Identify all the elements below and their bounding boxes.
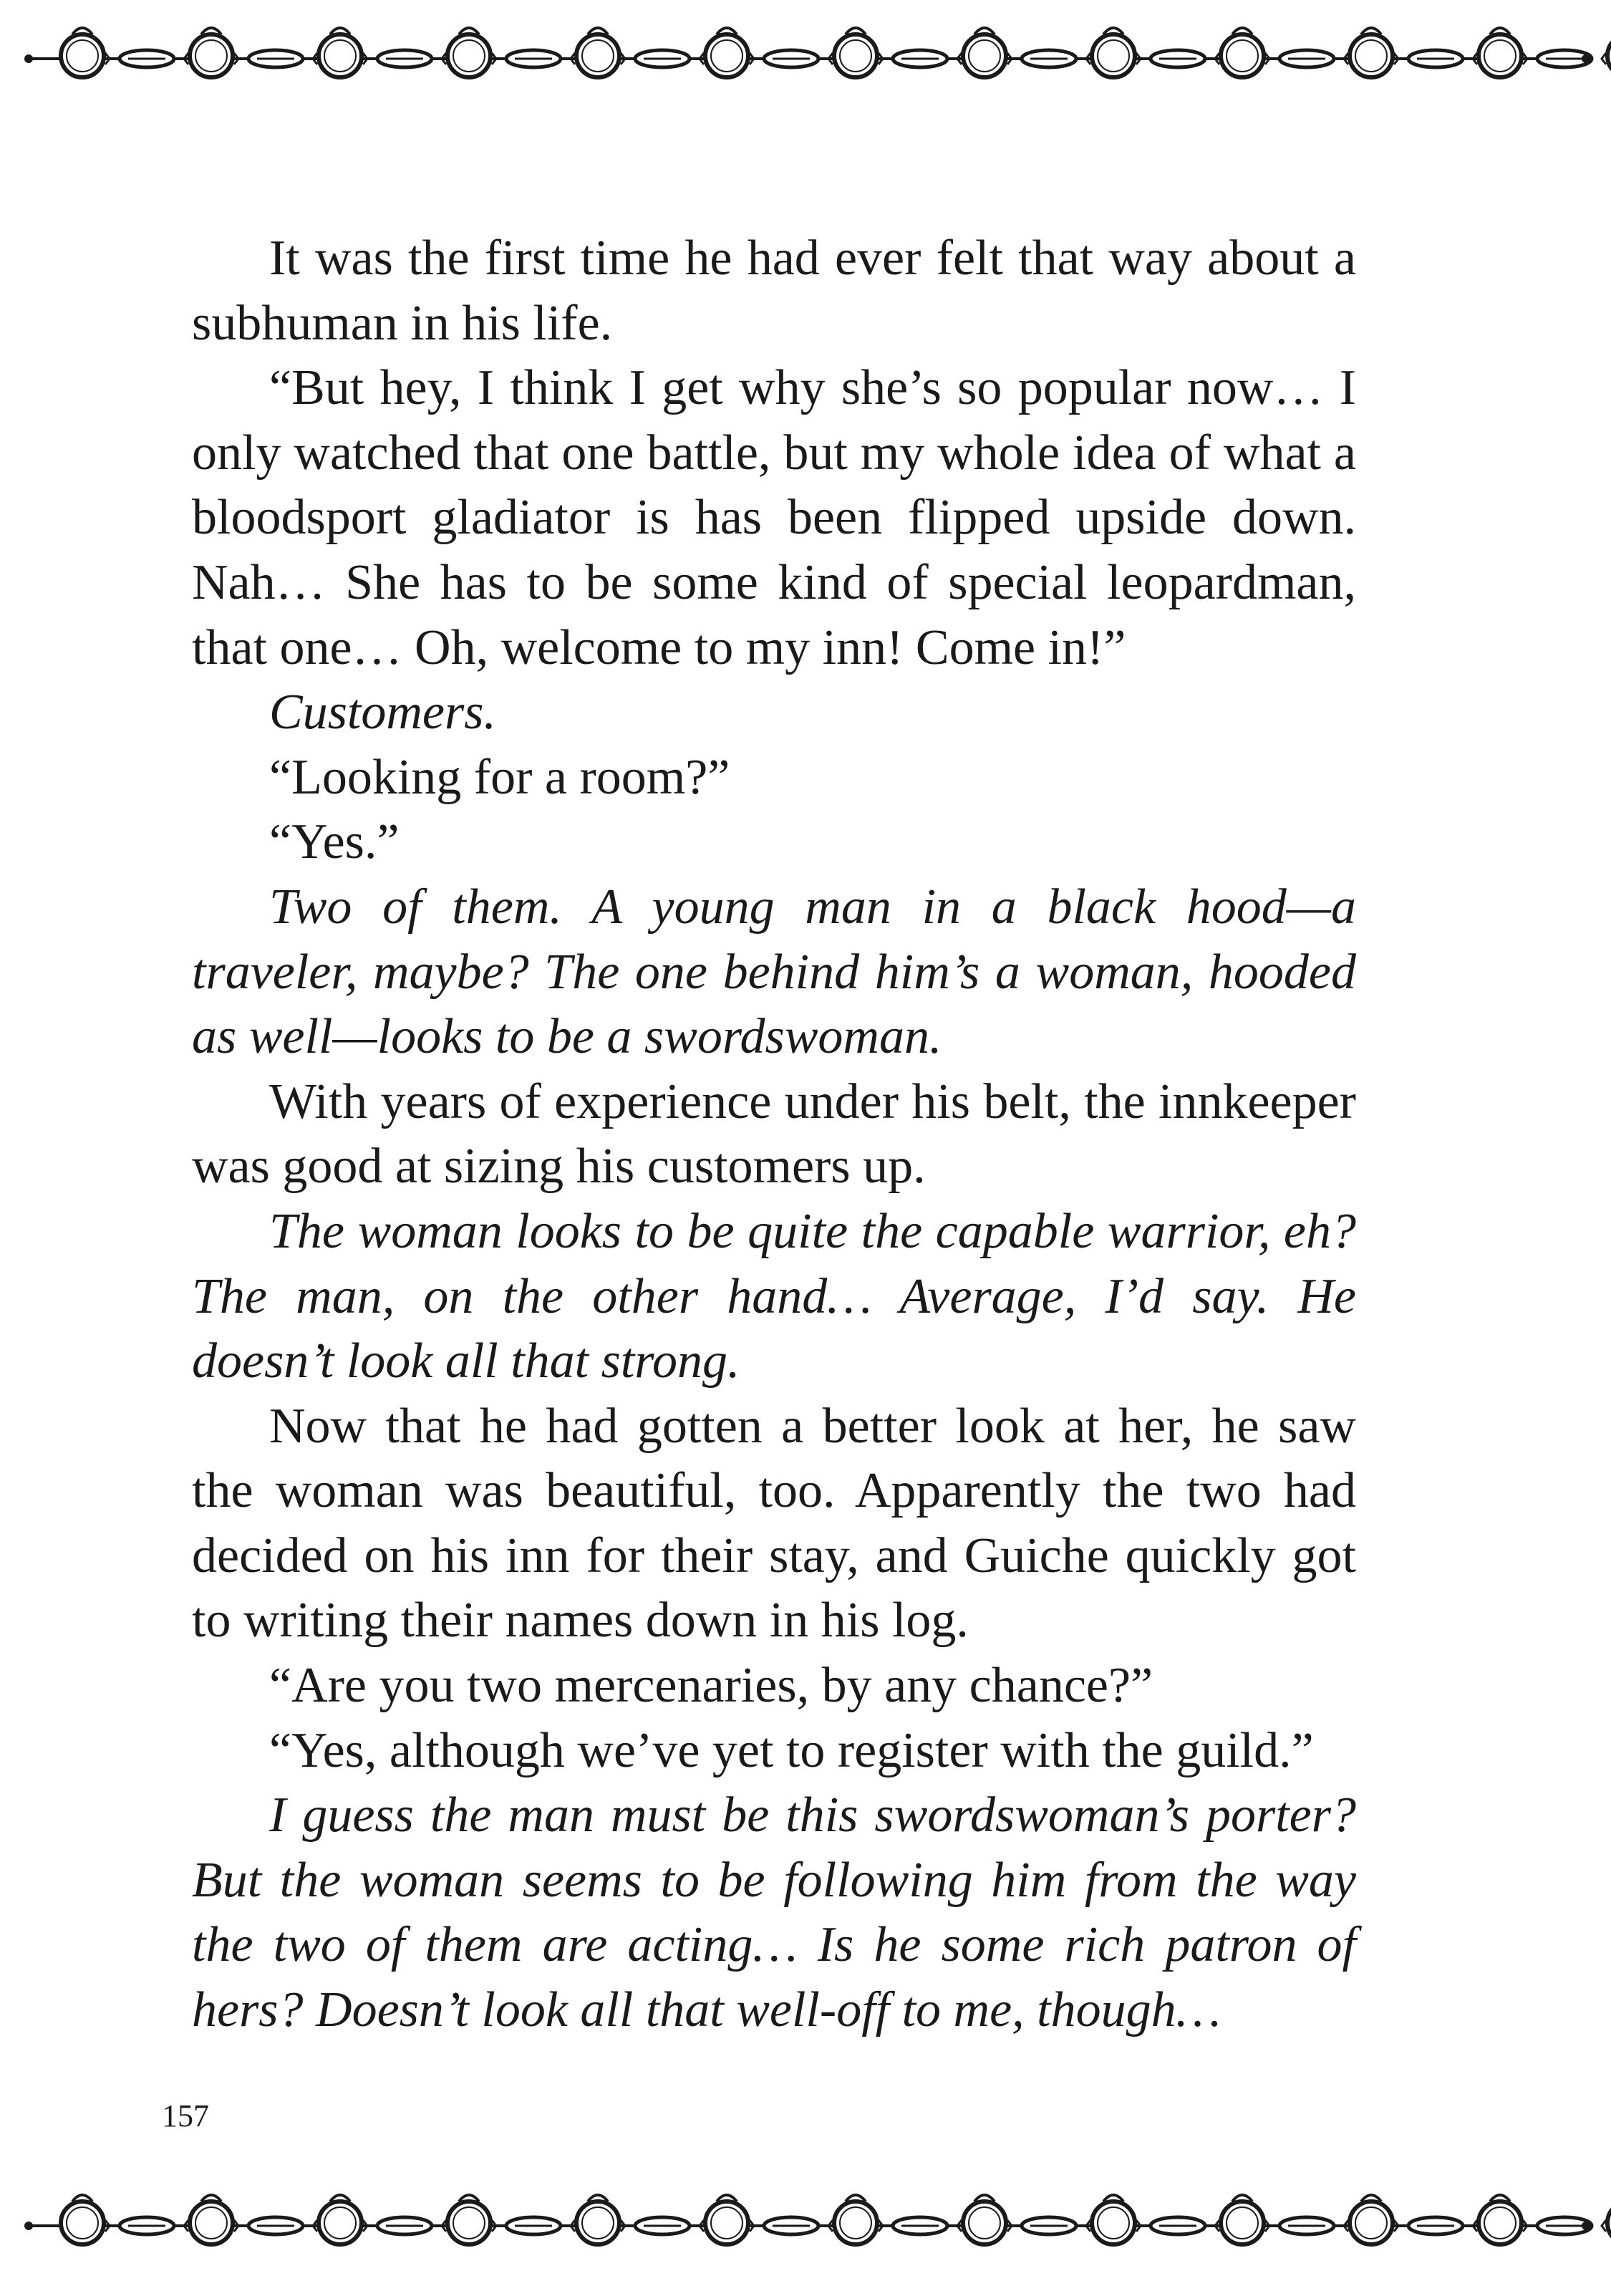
body-text xyxy=(192,226,1356,2043)
chain-end xyxy=(1582,2222,1590,2230)
paragraph: With years of experience under his belt, the innkeeper was good at sizing his customers up. xyxy=(192,1074,1356,1195)
chain-border-top xyxy=(0,14,1611,107)
paragraph-italic: The woman looks to be quite the capable warrior, eh? The man, on the other hand… Average, I’d say. He doesn’t look all that strong. xyxy=(192,1203,1356,1389)
chain-end xyxy=(24,2222,33,2230)
paragraph: “Yes, although we’ve yet to register with the guild.” xyxy=(269,1722,1314,1778)
paragraph: “Are you two mercenaries, by any chance?” xyxy=(269,1658,1153,1714)
paragraph: Now that he had gotten a better look at her, he saw the woman was beautiful, too. Apparently the two had decided on his inn for their stay, and Guiche quickly got to writing their names down in his log. xyxy=(192,1398,1356,1649)
paragraph-italic: Customers. xyxy=(269,685,496,741)
chain-end xyxy=(1582,54,1590,63)
paragraph: “Yes.” xyxy=(269,814,400,870)
page-number: 157 xyxy=(162,2098,209,2133)
paragraph-italic: I guess the man must be this swordswoman’s porter? But the woman seems to be following him from the way the two of them are acting… Is he some rich patron of hers? Doesn’t look all that well-off to me, though… xyxy=(192,1788,1356,2038)
chain-ring xyxy=(1607,2201,1611,2244)
paragraph: It was the first time he had ever felt that way about a subhuman in his life. xyxy=(192,231,1356,351)
paragraph: “Looking for a room?” xyxy=(269,749,730,805)
paragraph: “But hey, I think I get why she’s so popular now… I only watched that one battle, but my whole idea of what a bloodsport gladiator is has been flipped upside down. Nah… She has to be some kind of special leopardman, that one… Oh, welcome to my inn! Come in!” xyxy=(192,360,1356,675)
chain-ring xyxy=(1607,34,1611,77)
chain-border-bottom xyxy=(0,2181,1611,2275)
chain-end xyxy=(24,54,33,63)
paragraph-italic: Two of them. A young man in a black hood—a traveler, maybe? The one behind him’s a woman, hooded as well—looks to be a swordswoman. xyxy=(192,879,1356,1065)
